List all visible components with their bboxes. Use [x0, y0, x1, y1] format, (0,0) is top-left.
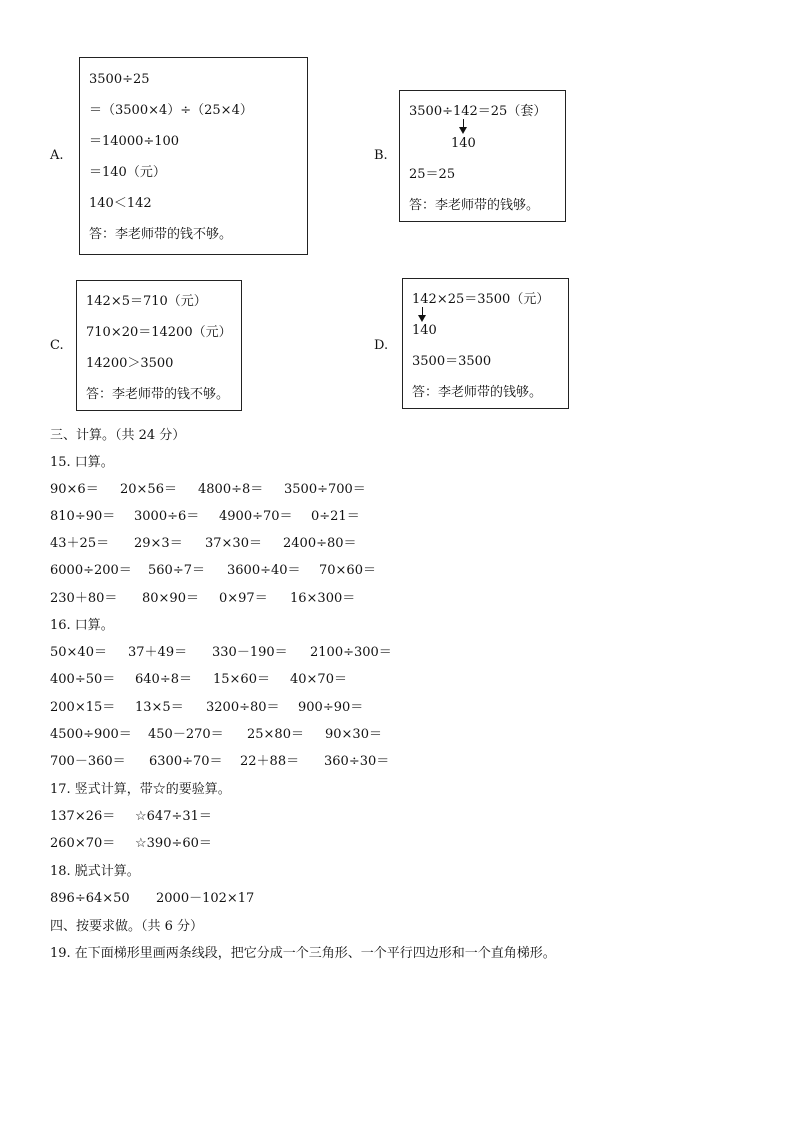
q17-title: 17. 竖式计算，带☆的要验算。	[50, 782, 231, 797]
q15-item: 43＋25＝	[50, 536, 110, 551]
q15-item: 90×6＝	[50, 482, 99, 497]
option-a-line-6: 答：李老师带的钱不够。	[89, 227, 233, 242]
option-c-label: C.	[50, 338, 64, 353]
q16-item: 360÷30＝	[324, 754, 390, 769]
down-arrow-icon	[422, 307, 423, 320]
q16-item: 400÷50＝	[50, 672, 116, 687]
q16-item: 25×80＝	[247, 727, 304, 742]
option-b-line-4: 答：李老师带的钱够。	[409, 198, 540, 213]
q16-item: 4500÷900＝	[50, 727, 132, 742]
q16-item: 6300÷70＝	[149, 754, 223, 769]
q15-item: 37×30＝	[205, 536, 262, 551]
option-a-label: A.	[50, 148, 64, 163]
option-d-box	[402, 278, 569, 409]
q16-item: 450－270＝	[148, 727, 224, 742]
q16-item: 22＋88＝	[240, 754, 300, 769]
q16-item: 640÷8＝	[135, 672, 192, 687]
option-b-line-1: 3500÷142＝25（套）	[409, 104, 547, 119]
option-b-line-3: 25＝25	[409, 167, 456, 182]
option-d-line-3: 3500＝3500	[412, 354, 492, 369]
q16-item: 3200÷80＝	[206, 700, 280, 715]
option-b-box	[399, 90, 566, 222]
q15-item: 29×3＝	[134, 536, 183, 551]
q15-item: 560÷7＝	[148, 563, 205, 578]
option-b-line-2: 140	[451, 136, 476, 151]
option-d-label: D.	[374, 338, 389, 353]
q16-item: 330－190＝	[212, 645, 288, 660]
q15-item: 810÷90＝	[50, 509, 116, 524]
q17-item: ☆390÷60＝	[135, 836, 212, 851]
q19-title: 19. 在下面梯形里画两条线段，把它分成一个三角形、一个平行四边形和一个直角梯形。	[50, 946, 556, 961]
q16-item: 200×15＝	[50, 700, 116, 715]
q16-item: 90×30＝	[325, 727, 382, 742]
option-d-line-1: 142×25＝3500（元）	[412, 292, 550, 307]
option-c-line-3: 14200＞3500	[86, 356, 174, 371]
q16-item: 37＋49＝	[128, 645, 188, 660]
q15-item: 3500÷700＝	[284, 482, 366, 497]
q16-item: 900÷90＝	[298, 700, 364, 715]
q17-item: ☆647÷31＝	[135, 809, 212, 824]
q15-item: 3000÷6＝	[134, 509, 200, 524]
q16-item: 2100÷300＝	[310, 645, 392, 660]
option-b-label: B.	[374, 148, 388, 163]
option-c-line-4: 答：李老师带的钱不够。	[86, 387, 230, 402]
option-a-line-2: ＝（3500×4）÷（25×4）	[89, 103, 253, 118]
q16-item: 50×40＝	[50, 645, 107, 660]
option-a-line-5: 140＜142	[89, 196, 152, 211]
q15-item: 0×97＝	[219, 591, 268, 606]
option-a-line-1: 3500÷25	[89, 72, 150, 87]
q15-item: 20×56＝	[120, 482, 177, 497]
q18-item: 2000－102×17	[156, 891, 255, 906]
option-a-box	[79, 57, 308, 255]
q18-title: 18. 脱式计算。	[50, 864, 140, 879]
q15-item: 230＋80＝	[50, 591, 118, 606]
q15-item: 80×90＝	[142, 591, 199, 606]
q17-item: 137×26＝	[50, 809, 116, 824]
q15-item: 4800÷8＝	[198, 482, 264, 497]
q15-item: 3600÷40＝	[227, 563, 301, 578]
option-c-box	[76, 280, 242, 411]
q16-item: 13×5＝	[135, 700, 184, 715]
q15-title: 15. 口算。	[50, 455, 114, 470]
q16-item: 15×60＝	[213, 672, 270, 687]
option-d-line-4: 答：李老师带的钱够。	[412, 385, 543, 400]
section-4-title: 四、按要求做。（共 6 分）	[50, 919, 204, 934]
q15-item: 6000÷200＝	[50, 563, 132, 578]
section-3-title: 三、计算。（共 24 分）	[50, 428, 186, 443]
q15-item: 0÷21＝	[311, 509, 360, 524]
q17-item: 260×70＝	[50, 836, 116, 851]
option-d-line-2: 140	[412, 323, 437, 338]
option-c-line-1: 142×5＝710（元）	[86, 294, 207, 309]
q16-item: 700－360＝	[50, 754, 126, 769]
option-a-line-4: ＝140（元）	[89, 165, 166, 180]
q16-title: 16. 口算。	[50, 618, 114, 633]
q15-item: 4900÷70＝	[219, 509, 293, 524]
down-arrow-icon	[463, 119, 464, 132]
option-c-line-2: 710×20＝14200（元）	[86, 325, 232, 340]
option-a-line-3: ＝14000÷100	[89, 134, 180, 149]
q16-item: 40×70＝	[290, 672, 347, 687]
q15-item: 70×60＝	[319, 563, 376, 578]
q18-item: 896÷64×50	[50, 891, 130, 906]
q15-item: 16×300＝	[290, 591, 356, 606]
q15-item: 2400÷80＝	[283, 536, 357, 551]
